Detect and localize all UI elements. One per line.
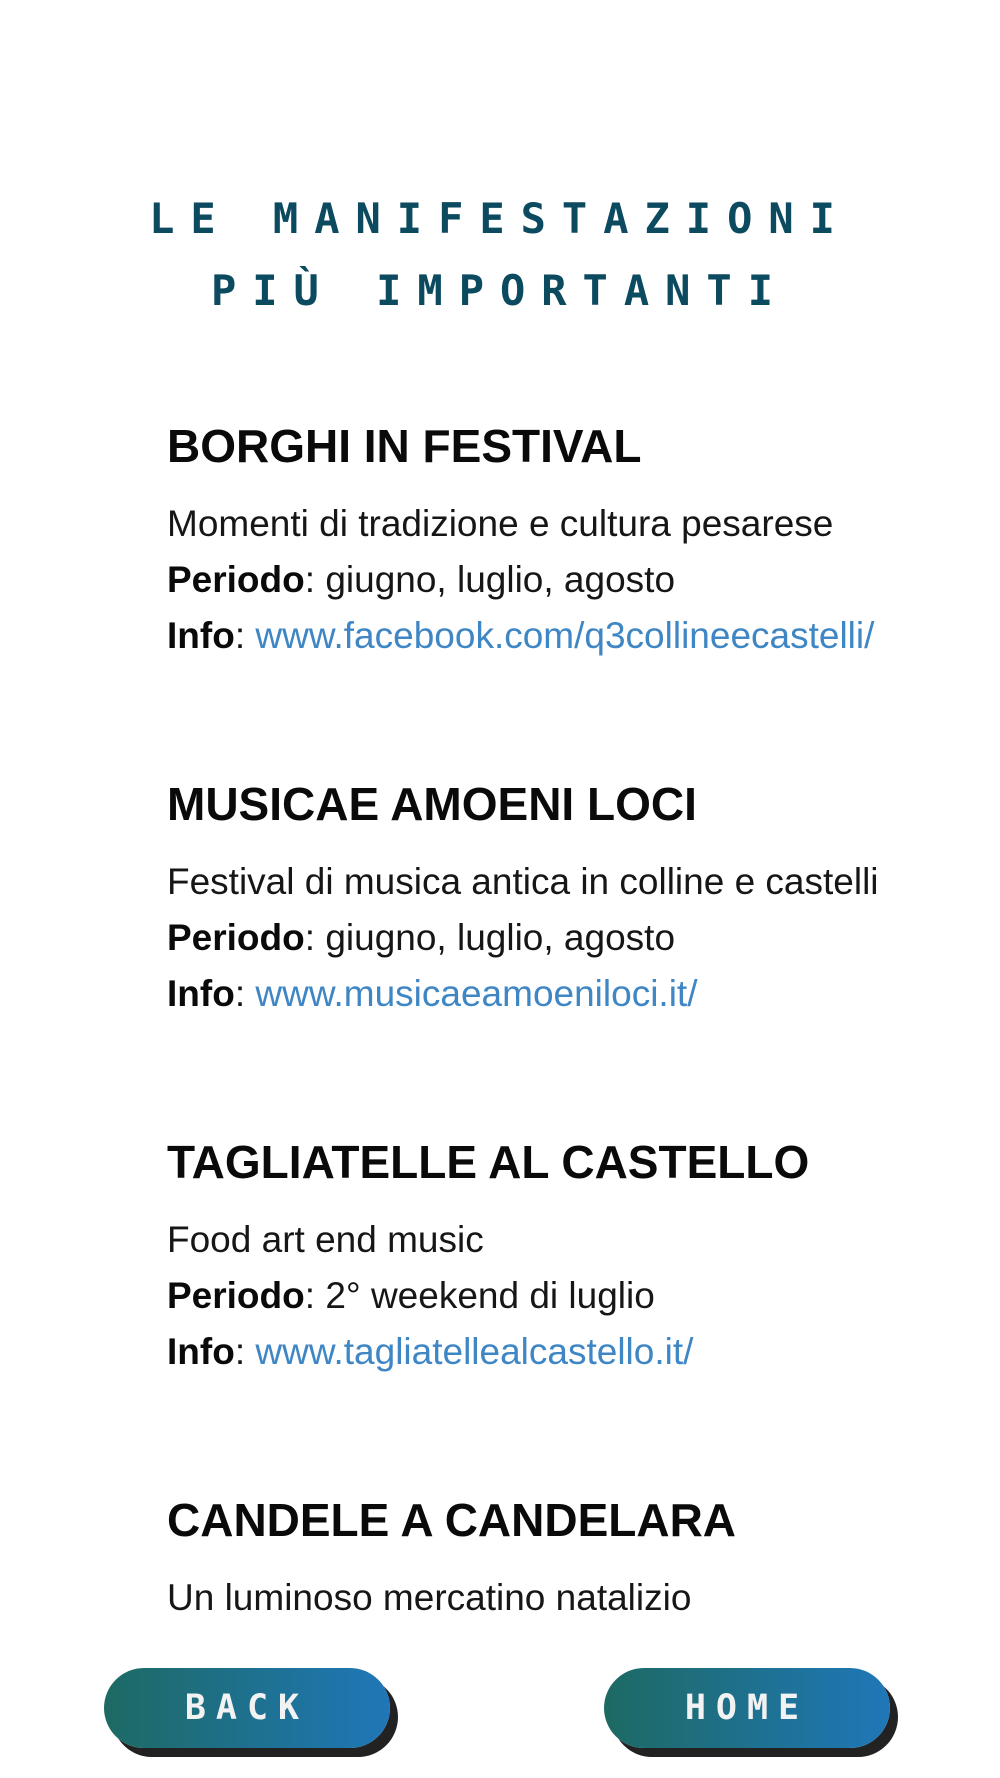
events-list[interactable] xyxy=(167,418,967,1638)
event-title: CANDELE A CANDELARA xyxy=(167,1494,737,1546)
event-info-link[interactable]: www.tagliatellealcastello.it/ xyxy=(255,1331,694,1372)
event-title: TAGLIATELLE AL CASTELLO xyxy=(167,1136,810,1188)
period-label: Periodo xyxy=(167,1275,305,1316)
event-period-value: giugno, luglio, agosto xyxy=(325,559,676,600)
info-label: Info xyxy=(167,973,235,1014)
label-separator: : xyxy=(304,559,326,600)
info-label: Info xyxy=(167,615,235,656)
label-separator: : xyxy=(234,615,256,656)
event-info-link[interactable]: www.musicaeamoeniloci.it/ xyxy=(255,973,698,1014)
page-title-line-1: LE MANIFESTAZIONI xyxy=(149,194,851,244)
event-info xyxy=(167,608,967,664)
page-title xyxy=(0,183,1000,327)
event-title: BORGHI IN FESTIVAL xyxy=(167,420,642,472)
event-info-link[interactable]: www.facebook.com/q3collineecastelli/ xyxy=(255,615,875,656)
event-period xyxy=(167,910,967,966)
home-button[interactable] xyxy=(604,1668,890,1748)
event-title: MUSICAE AMOENI LOCI xyxy=(167,778,697,830)
event-period xyxy=(167,552,967,608)
event-description: Momenti di tradizione e cultura pesarese xyxy=(167,503,834,544)
event-description: Festival di musica antica in colline e castelli xyxy=(167,861,879,902)
label-separator: : xyxy=(234,973,256,1014)
period-label: Periodo xyxy=(167,917,305,958)
period-label: Periodo xyxy=(167,559,305,600)
back-button[interactable] xyxy=(104,1668,390,1748)
event-info xyxy=(167,1324,967,1380)
event-period-value: 2° weekend di luglio xyxy=(325,1275,655,1316)
label-separator: : xyxy=(304,917,326,958)
event-period xyxy=(167,1268,967,1324)
event-card-candele-a-candelara xyxy=(167,1492,967,1626)
event-description: Food art end music xyxy=(167,1219,484,1260)
back-button-label: BACK xyxy=(184,1688,310,1728)
page-title-line-2: PIÙ IMPORTANTI xyxy=(210,266,789,316)
event-card-borghi-in-festival xyxy=(167,418,967,664)
label-separator: : xyxy=(234,1331,256,1372)
event-card-musicae-amoeni-loci xyxy=(167,776,967,1022)
event-period-value: giugno, luglio, agosto xyxy=(325,917,676,958)
label-separator: : xyxy=(304,1275,326,1316)
event-info xyxy=(167,966,967,1022)
info-label: Info xyxy=(167,1331,235,1372)
event-description: Un luminoso mercatino natalizio xyxy=(167,1577,692,1618)
event-card-tagliatelle-al-castello xyxy=(167,1134,967,1380)
home-button-label: HOME xyxy=(684,1688,810,1728)
